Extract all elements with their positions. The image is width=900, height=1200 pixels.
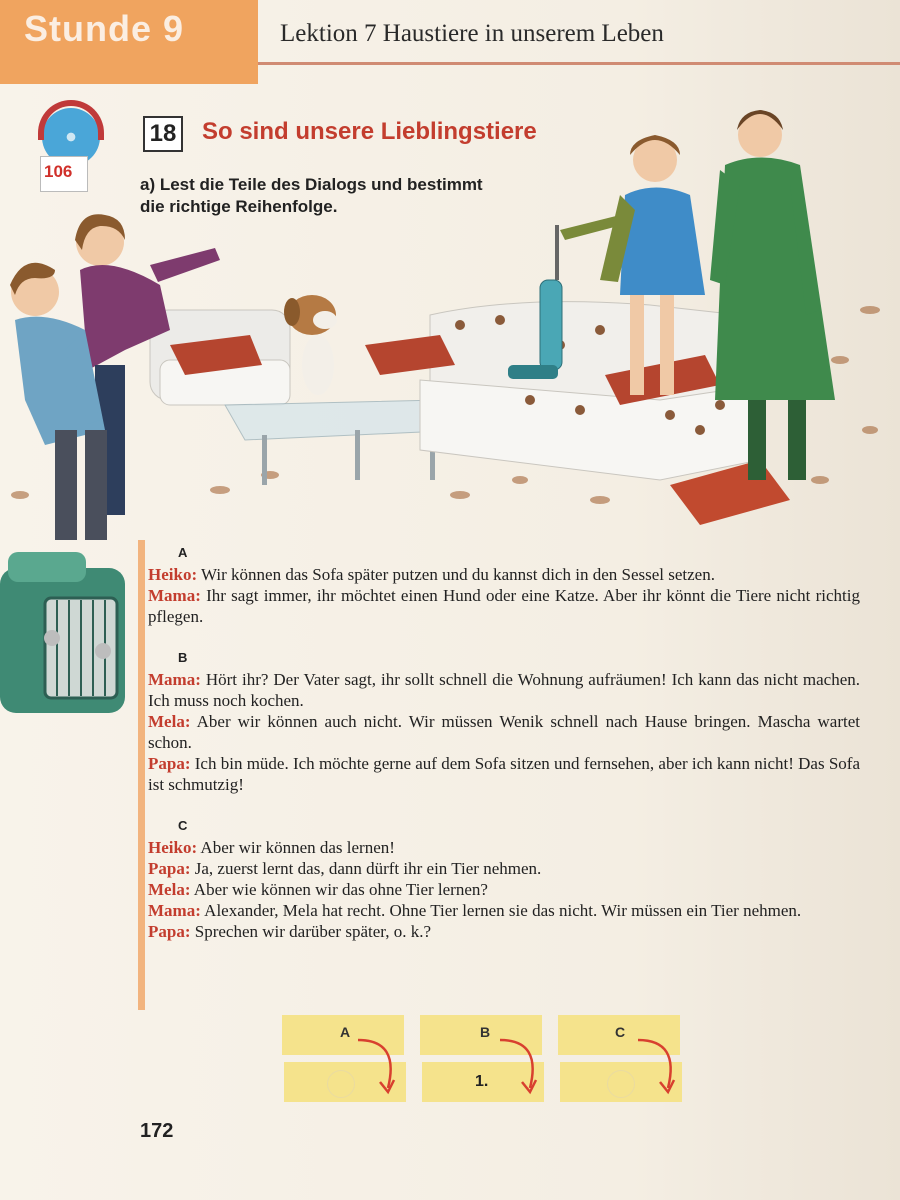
dialog-text (148, 540, 860, 942)
speaker-name: Papa: (148, 859, 191, 878)
line-text: Ja, zuerst lernt das, dann dürft ihr ein Tier nehmen. (190, 859, 542, 878)
line-text: Aber wir können auch nicht. Wir müssen Wenik schnell nach Hause bringen. Mascha wartet schon. (148, 712, 860, 752)
line-text: Ihr sagt immer, ihr möchtet einen Hund oder eine Katze. Aber ihr könnt die Tiere nicht richtig pflegen. (148, 586, 860, 626)
lesson-tab (0, 0, 258, 84)
dialog-line (148, 753, 860, 795)
speaker-name: Mama: (148, 901, 201, 920)
pet-carrier-illustration (0, 548, 130, 723)
speaker-name: Mama: (148, 586, 201, 605)
dialog-line (148, 837, 860, 858)
exercise-number: 18 (143, 116, 183, 152)
dialog-line (148, 900, 860, 921)
armchair (150, 310, 290, 405)
arrow-c-icon (630, 1030, 690, 1100)
audio-track-number: 106 (44, 162, 73, 181)
exercise-title: So sind unsere Lieblingstiere (202, 118, 537, 145)
dialog-line (148, 858, 860, 879)
section-label-b: B (178, 650, 188, 665)
dialog-accent-bar (138, 540, 145, 1010)
arrow-a-icon (350, 1030, 410, 1100)
speaker-name: Papa: (148, 922, 191, 941)
answer-label-a: A (340, 1024, 351, 1040)
page-number: 172 (140, 1120, 174, 1142)
line-text: Sprechen wir darüber später, o. k.? (190, 922, 432, 941)
dialog-line (148, 669, 860, 711)
lektion-title: Lektion 7 Haustiere in unserem Leben (280, 20, 664, 47)
speaker-name: Mela: (148, 712, 191, 731)
stunde-label: Stunde 9 (24, 8, 185, 49)
line-text: Alexander, Mela hat recht. Ohne Tier lernen sie das nicht. Wir müssen ein Tier nehmen. (200, 901, 802, 920)
header-divider (258, 62, 900, 65)
line-text: Aber wie können wir das ohne Tier lernen? (190, 880, 488, 899)
speaker-name: Heiko: (148, 838, 198, 857)
line-text: Ich bin müde. Ich möchte gerne auf dem Sofa sitzen und fernsehen, aber ich kann nicht! Das Sofa ist schmutzig! (148, 754, 860, 794)
section-label-a: A (178, 545, 188, 560)
family-illustration (0, 100, 900, 540)
speaker-name: Mela: (148, 880, 191, 899)
line-text: Hört ihr? Der Vater sagt, ihr sollt schnell die Wohnung aufräumen! Ich kann das nicht machen. Ich muss noch kochen. (148, 670, 860, 710)
dialog-line (148, 921, 860, 942)
dog (284, 295, 337, 395)
arrow-b-icon (492, 1030, 552, 1100)
task-line: die richtige Reihenfolge. (140, 197, 338, 216)
dialog-line (148, 585, 860, 627)
speaker-name: Papa: (148, 754, 191, 773)
task-line: a) Lest die Teile des Dialogs und bestimmt (140, 175, 483, 194)
line-text: Aber wir können das lernen! (197, 838, 395, 857)
dialog-line (148, 879, 860, 900)
answer-label-b: B (480, 1024, 491, 1040)
dialog-line (148, 564, 860, 585)
dialog-line (148, 711, 860, 753)
section-label-c: C (178, 818, 188, 833)
speaker-name: Heiko: (148, 565, 198, 584)
answer-label-c: C (615, 1024, 626, 1040)
line-text: Wir können das Sofa später putzen und du kannst dich in den Sessel setzen. (197, 565, 715, 584)
answer-value-b: 1. (475, 1073, 489, 1090)
speaker-name: Mama: (148, 670, 201, 689)
